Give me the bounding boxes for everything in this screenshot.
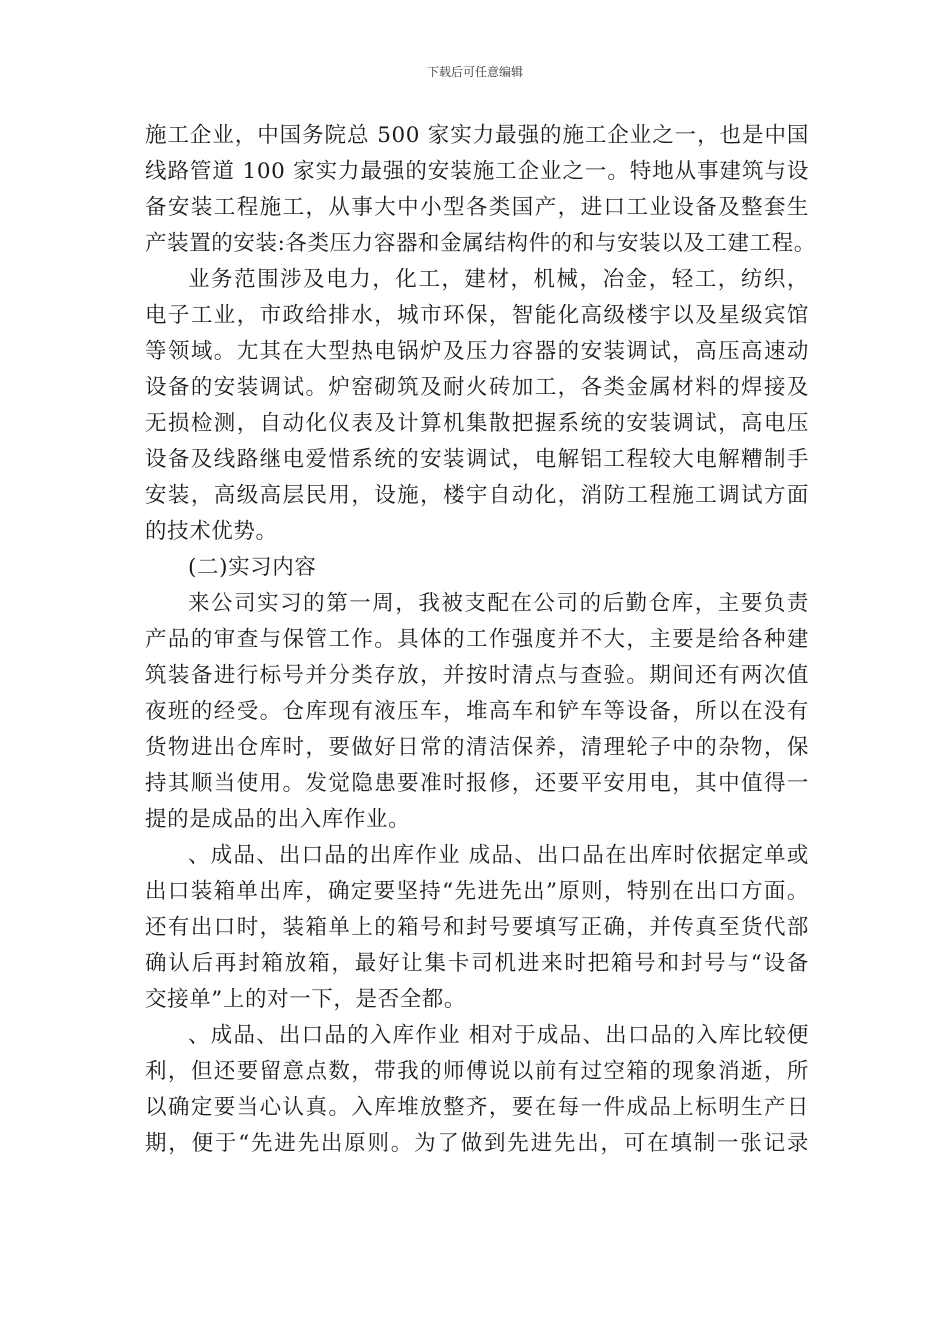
text-line: 、成品、出口品的出库作业 成品、出口品在出库时依据定单或	[188, 843, 809, 868]
page-header: 下载后可任意编辑	[426, 65, 523, 79]
text-line: 筑装备进行标号并分类存放，并按时清点与查验。期间还有两次值	[145, 663, 809, 688]
text-line: 安装，高级高层民用，设施，楼宇自动化，消防工程施工调试方面	[145, 483, 809, 508]
text-line: 还有出口时，装箱单上的箱号和封号要填写正确，并传真至货代部	[145, 915, 809, 940]
text-line: 利，但还要留意点数，带我的师傅说以前有过空箱的现象消逝，所	[145, 1059, 809, 1084]
text-line: 、成品、出口品的入库作业 相对于成品、出口品的入库比较便	[188, 1023, 809, 1048]
text-line: 交接单”上的对一下，是否全都。	[145, 987, 466, 1012]
text-line: 货物进出仓库时，要做好日常的清洁保养，清理轮子中的杂物，保	[145, 735, 809, 760]
text-line: 备安装工程施工，从事大中小型各类国产，进口工业设备及整套生	[145, 195, 809, 220]
text-line: 业务范围涉及电力，化工，建材，机械，冶金，轻工，纺织，	[188, 267, 809, 292]
text-line: 夜班的经受。仓库现有液压车，堆高车和铲车等设备，所以在没有	[145, 699, 809, 724]
paragraph	[145, 1018, 809, 1162]
paragraph	[145, 838, 809, 1018]
text-line: 以确定要当心认真。入库堆放整齐，要在每一件成品上标明生产日	[145, 1095, 809, 1120]
text-line: 持其顺当使用。发觉隐患要准时报修，还要平安用电，其中值得一	[145, 771, 809, 796]
text-line: (二)实习内容	[188, 555, 317, 580]
paragraph	[145, 586, 809, 838]
text-line: 产装置的安装:各类压力容器和金属结构件的和与安装以及工建工程。	[145, 231, 816, 256]
text-line: 电子工业，市政给排水，城市环保，智能化高级楼宇以及星级宾馆	[145, 303, 809, 328]
text-line: 设备的安装调试。炉窑砌筑及耐火砖加工，各类金属材料的焊接及	[145, 375, 809, 400]
document-body	[145, 118, 816, 1162]
paragraph	[145, 118, 816, 262]
text-line: 出口装箱单出库，确定要坚持“先进先出”原则，特别在出口方面。	[145, 879, 809, 904]
text-line: 期，便于“先进先出原则。为了做到先进先出，可在填制一张记录	[145, 1131, 809, 1156]
text-line: 等领域。尢其在大型热电锅炉及压力容器的安装调试，高压高速动	[145, 339, 809, 364]
text-line: 提的是成品的出入库作业。	[145, 807, 411, 832]
text-line: 施工企业，中国务院总 500 家实力最强的施工企业之一，也是中国	[145, 123, 809, 148]
text-line: 来公司实习的第一周，我被支配在公司的后勤仓库，主要负责	[188, 591, 809, 616]
text-line: 无损检测，自动化仪表及计算机集散把握系统的安装调试，高电压	[145, 411, 809, 436]
text-line: 设备及线路继电爱惜系统的安装调试，电解铝工程较大电解糟制手	[145, 447, 809, 472]
text-line: 确认后再封箱放箱，最好让集卡司机进来时把箱号和封号与“设备	[145, 951, 809, 976]
text-line: 产品的审查与保管工作。具体的工作强度并不大，主要是给各种建	[145, 627, 809, 652]
text-line: 线路管道 100 家实力最强的安装施工企业之一。特地从事建筑与设	[145, 159, 809, 184]
text-line: 的技术优势。	[145, 519, 278, 544]
paragraph	[145, 550, 809, 586]
paragraph	[145, 262, 809, 550]
